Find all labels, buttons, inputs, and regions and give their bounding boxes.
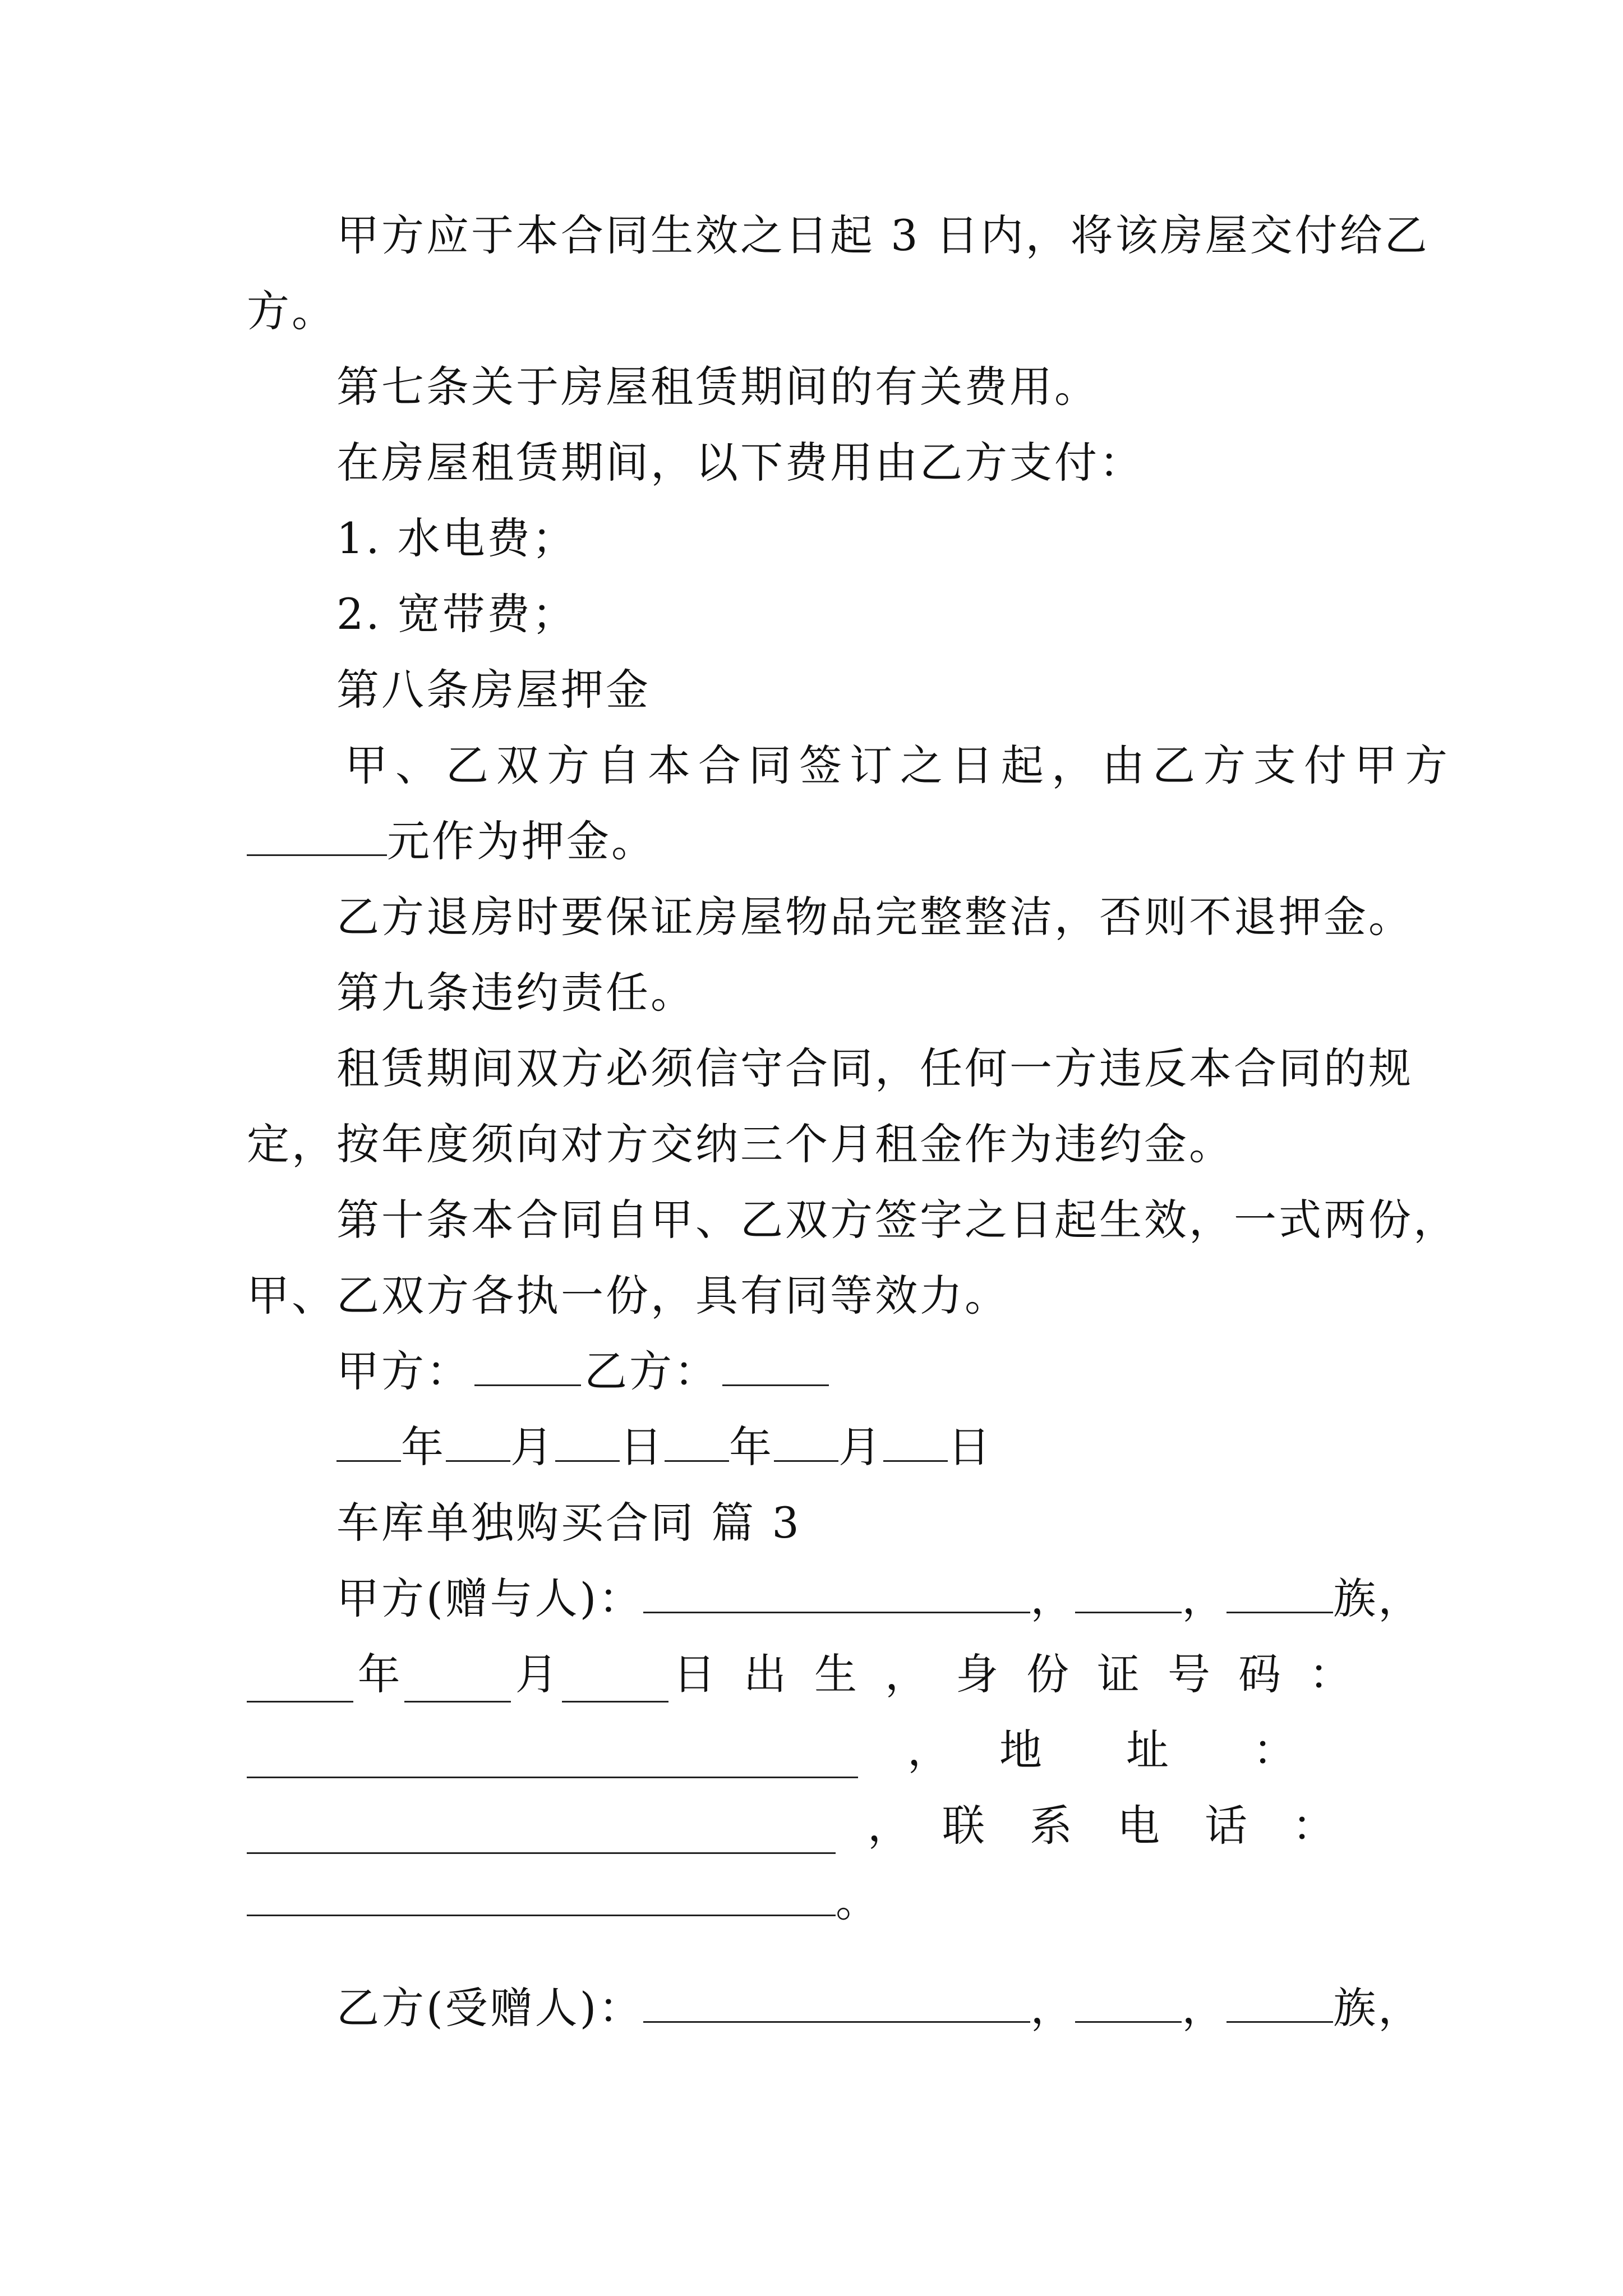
paragraph-line: 方。 bbox=[247, 286, 336, 336]
date-blank bbox=[774, 1421, 838, 1462]
donor-line bbox=[336, 1571, 1423, 1627]
party-a-blank bbox=[474, 1345, 581, 1386]
paragraph-line: 在房屋租赁期间，以下费用由乙方支付： bbox=[336, 438, 1144, 487]
ethnic-label: 族， bbox=[1333, 1573, 1423, 1623]
month-label: 月 bbox=[838, 1422, 883, 1472]
month-label: 月 bbox=[510, 1422, 555, 1472]
donor-birth-line bbox=[247, 1646, 1380, 1703]
paragraph-line: 租赁期间双方必须信守合同，任何一方违反本合同的规 bbox=[336, 1043, 1413, 1093]
id-number-blank bbox=[247, 1737, 858, 1778]
birth-month-blank bbox=[404, 1662, 511, 1703]
comma: ， bbox=[1030, 1983, 1076, 2033]
ethnic-label: 族， bbox=[1333, 1983, 1423, 2033]
list-item: 2. 宽带费； bbox=[336, 589, 577, 639]
comma: ， bbox=[1182, 1983, 1227, 2033]
birth-year-blank bbox=[247, 1662, 353, 1703]
year-label: 年 bbox=[401, 1422, 446, 1472]
donor-ethnic-blank bbox=[1227, 1572, 1333, 1613]
article-9-heading: 第九条违约责任。 bbox=[336, 968, 695, 1018]
deposit-text: 元作为押金。 bbox=[387, 816, 656, 866]
deposit-blank bbox=[247, 815, 387, 856]
party-a-label: 甲方： bbox=[336, 1346, 471, 1396]
year-label: 年 bbox=[357, 1649, 400, 1699]
donee-ethnic-blank bbox=[1227, 1982, 1333, 2023]
birth-day-blank bbox=[562, 1662, 668, 1703]
paragraph-line: 甲方应于本合同生效之日起 3 日内，将该房屋交付给乙 bbox=[336, 210, 1430, 260]
phone-blank bbox=[247, 1875, 836, 1916]
donor-phone-line bbox=[247, 1798, 1380, 1854]
article-7-heading: 第七条关于房屋租赁期间的有关费用。 bbox=[336, 362, 1099, 412]
donee-label: 乙方(受赠人)： bbox=[336, 1983, 644, 2033]
signature-line bbox=[336, 1343, 829, 1400]
date-blank bbox=[883, 1421, 948, 1462]
comma: ， bbox=[1182, 1573, 1227, 1623]
date-blank bbox=[665, 1421, 729, 1462]
date-blank bbox=[555, 1421, 620, 1462]
phone-label: 联系电话： bbox=[942, 1801, 1380, 1851]
address-blank bbox=[247, 1813, 836, 1854]
address-label: 地址： bbox=[999, 1725, 1380, 1775]
period: 。 bbox=[836, 1876, 880, 1926]
comma: ， bbox=[1030, 1573, 1076, 1623]
comma: ， bbox=[868, 1801, 910, 1851]
date-blank bbox=[446, 1421, 510, 1462]
donor-label: 甲方(赠与人)： bbox=[336, 1573, 644, 1623]
donor-phone-value-line bbox=[247, 1874, 880, 1930]
day-label: 日 bbox=[948, 1422, 993, 1472]
comma: ， bbox=[907, 1725, 950, 1775]
donee-line bbox=[336, 1980, 1423, 2036]
section-title: 车库单独购买合同 篇 3 bbox=[336, 1498, 801, 1548]
donee-blank bbox=[1075, 1982, 1182, 2023]
date-blank bbox=[336, 1421, 401, 1462]
deposit-line bbox=[247, 813, 656, 869]
paragraph-line: 甲、乙双方自本合同签订之日起，由乙方支付甲方 bbox=[345, 740, 1455, 790]
donor-name-blank bbox=[643, 1572, 1030, 1613]
birth-text: 日出生，身份证号码： bbox=[672, 1649, 1380, 1699]
list-item: 1. 水电费； bbox=[336, 513, 577, 563]
article-8-heading: 第八条房屋押金 bbox=[336, 665, 651, 715]
paragraph-line: 甲、乙双方各执一份，具有同等效力。 bbox=[247, 1271, 1009, 1320]
paragraph-line: 乙方退房时要保证房屋物品完整整洁，否则不退押金。 bbox=[336, 892, 1413, 942]
party-b-label: 乙方： bbox=[584, 1346, 719, 1396]
date-line bbox=[336, 1419, 993, 1475]
party-b-blank bbox=[722, 1345, 829, 1386]
donor-address-line bbox=[247, 1722, 1380, 1778]
donor-blank bbox=[1075, 1572, 1182, 1613]
paragraph-line: 定，按年度须向对方交纳三个月租金作为违约金。 bbox=[247, 1119, 1234, 1169]
donee-name-blank bbox=[643, 1982, 1030, 2023]
month-label: 月 bbox=[515, 1649, 558, 1699]
day-label: 日 bbox=[620, 1422, 665, 1472]
year-label: 年 bbox=[729, 1422, 774, 1472]
article-10-heading: 第十条本合同自甲、乙双方签字之日起生效，一式两份， bbox=[336, 1195, 1458, 1245]
